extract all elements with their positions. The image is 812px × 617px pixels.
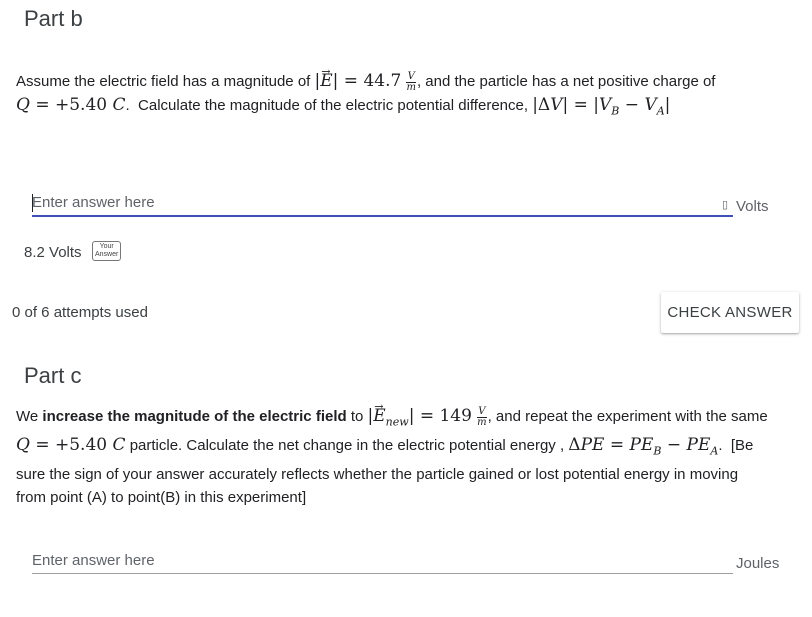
part-c-prompt: [16, 405, 768, 510]
part-b-heading: Part b: [24, 6, 83, 31]
your-answer-unit: Volts: [49, 244, 82, 261]
part-c-charge-value: +5.40: [55, 434, 108, 455]
part-c-we: We: [16, 408, 43, 425]
part-c-bold-text: increase the magnitude of the electric field: [42, 408, 347, 425]
part-b-prompt-line1: Assume the electric field has a magnitude of |→ E| = 44.7 $\frac{V}{m}$ , and the particle has a net positive charge of: [16, 70, 715, 94]
attempts-counter: 0 of 6 attempts used: [12, 304, 148, 321]
part-b-answer-input[interactable]: [32, 194, 733, 215]
part-b-prompt: [16, 70, 715, 122]
part-b-answer-field[interactable]: [32, 194, 733, 217]
part-c-answer-input[interactable]: [32, 552, 733, 573]
volts-per-meter-fraction-c: $\frac{V}{m}$: [477, 405, 487, 428]
part-b-prompt-middle: and the particle has a net positive charge of: [421, 73, 716, 90]
part-b-prompt-line2: Q = +5.40 C. Calculate the magnitude of the electric potential difference, $|\Delta V| = |V_B - V_A|$: [16, 94, 671, 117]
part-c-to: to: [346, 408, 368, 425]
part-b-prompt-prefix: Assume the electric field has a magnitude of: [16, 73, 315, 90]
part-b-field-value: 44.7: [363, 71, 402, 91]
part-b-charge-value: +5.40: [55, 94, 108, 115]
part-b-prompt-calc: Calculate the magnitude of the electric potential difference,: [138, 96, 533, 114]
part-c-prompt-line1: We increase the magnitude of the electric field to |→ $E_{new}| = 149$ $\frac{V}{m}$ , and repeat the experiment with the same: [16, 405, 768, 434]
part-c-heading: Part c: [24, 363, 82, 388]
your-answer-display: [24, 244, 82, 261]
part-c-field-value: 149: [439, 406, 472, 426]
text-cursor: [32, 194, 33, 212]
part-c-answer-field[interactable]: [32, 552, 733, 574]
part-c-tail: [Be: [730, 436, 754, 454]
part-c-prompt-line4: from point (A) to point(B) in this experiment]: [16, 489, 307, 507]
part-c-particle-text: particle. Calculate the net change in the electric potential energy ,: [125, 436, 569, 454]
part-c-after-field: and repeat the experiment with the same: [491, 408, 768, 425]
part-b-unit: Volts: [736, 198, 769, 215]
badge-line2: Answer: [95, 251, 119, 258]
part-c-prompt-line3: sure the sign of your answer accurately reflects whether the particle gained or lost potential energy in moving: [16, 465, 739, 483]
part-c-unit: Joules: [736, 555, 780, 572]
badge-line1: Your: [99, 243, 114, 250]
your-answer-value: 8.2: [24, 244, 45, 261]
volts-per-meter-fraction: $\frac{V}{m}$: [406, 70, 416, 93]
check-answer-button[interactable]: CHECK ANSWER: [661, 292, 799, 333]
info-icon: ▯: [722, 199, 729, 211]
part-c-prompt-line2: Q = +5.40 C particle. Calculate the net change in the electric potential energy , $\Delta PE = PE_B - PE_A$. [Be: [16, 434, 754, 458]
your-answer-badge: [92, 241, 121, 261]
